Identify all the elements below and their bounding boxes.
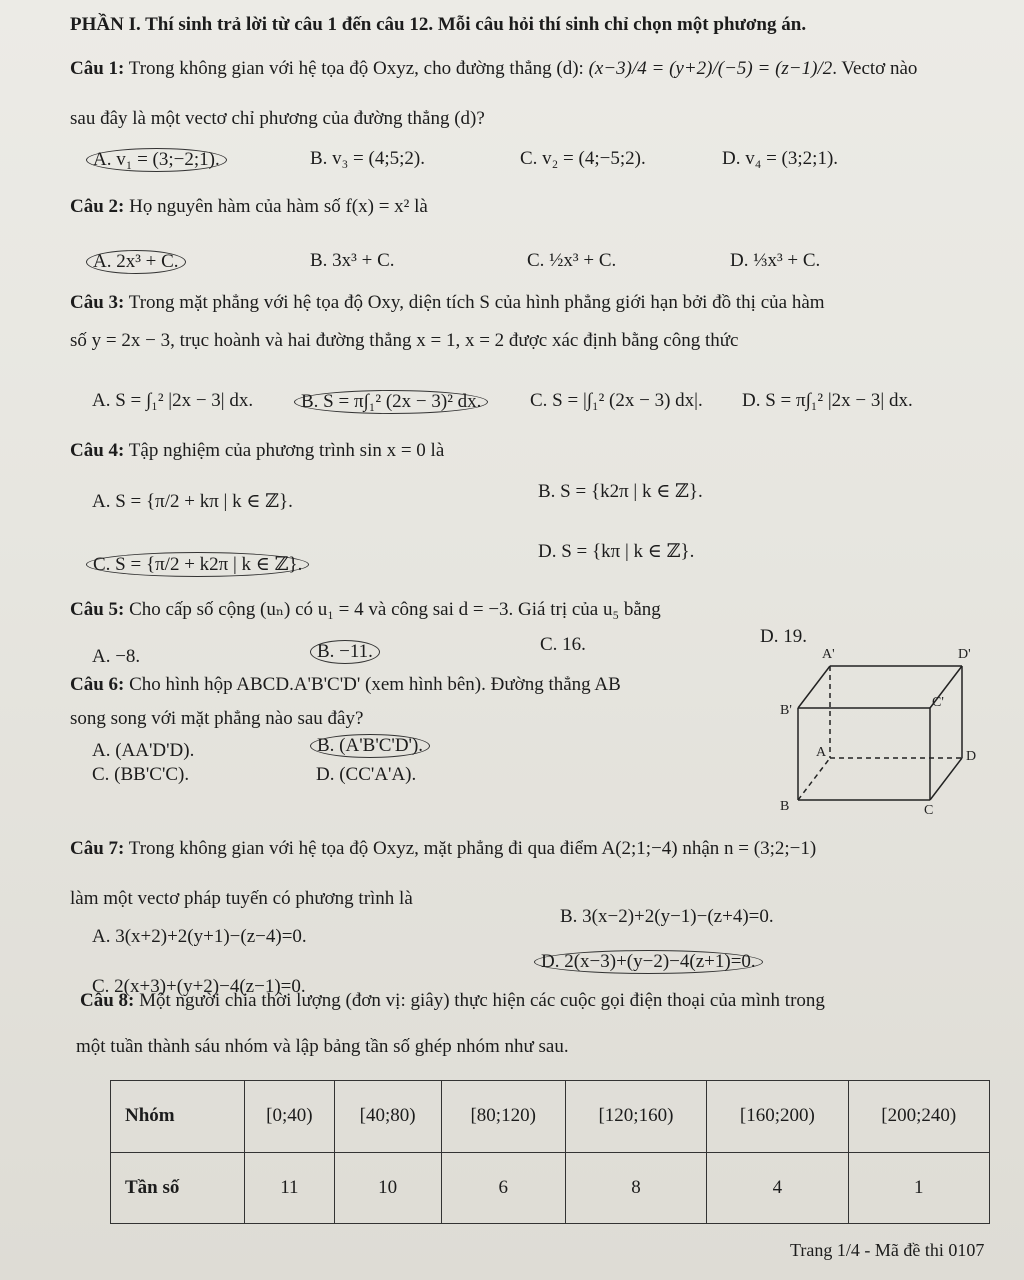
- question-7-label: Câu 7:: [70, 838, 125, 859]
- table-cell-frequency: 8: [565, 1152, 706, 1224]
- question-1-option-c[interactable]: C. v₂ = (4;−5;2).: [520, 148, 646, 169]
- question-7-line-2: làm một vectơ pháp tuyến có phương trình là: [70, 888, 413, 909]
- question-2-option-a[interactable]: A. 2x³ + C.: [92, 250, 186, 274]
- table-cell-frequency: 4: [707, 1152, 848, 1224]
- question-3-line-1: [70, 292, 825, 314]
- question-3-option-a[interactable]: A. S = ∫₁² |2x − 3| dx.: [92, 390, 254, 411]
- question-1-option-b[interactable]: B. v₃ = (4;5;2).: [310, 148, 425, 169]
- question-4-text: Tập nghiệm của phương trình sin x = 0 là: [128, 440, 445, 461]
- vertex-b: B: [780, 799, 790, 814]
- question-6-line-1: [70, 674, 621, 696]
- question-7-option-c[interactable]: C. 2(x+3)+(y+2)−4(z−1)=0.: [92, 976, 306, 997]
- question-2-text: Họ nguyên hàm của hàm số f(x) = x² là: [129, 196, 428, 217]
- section-header: PHẦN I. Thí sinh trả lời từ câu 1 đến câu 12. Mỗi câu hỏi thí sinh chỉ chọn một phương án.: [70, 14, 807, 35]
- question-2-line: [70, 196, 428, 218]
- question-8-line-1: [80, 990, 825, 1012]
- question-2-option-c[interactable]: C. ½x³ + C.: [527, 250, 617, 271]
- table-cell-group: [40;80): [334, 1081, 441, 1153]
- question-2-option-b[interactable]: B. 3x³ + C.: [310, 250, 395, 271]
- table-cell-group: [80;120): [441, 1081, 565, 1153]
- question-4-option-c[interactable]: C. S = {π/2 + k2π | k ∈ ℤ}.: [92, 552, 309, 577]
- question-5-option-c[interactable]: C. 16.: [540, 634, 586, 655]
- question-6-label: Câu 6:: [70, 674, 125, 695]
- question-6-line-2: song song với mặt phẳng nào sau đây?: [70, 708, 364, 729]
- question-5-line: [70, 598, 661, 621]
- question-5-option-a[interactable]: A. −8.: [92, 646, 141, 667]
- question-4-line: [70, 440, 444, 462]
- table-cell-group: [200;240): [848, 1081, 989, 1153]
- question-3-option-d[interactable]: D. S = π∫₁² |2x − 3| dx.: [742, 390, 913, 411]
- table-head-group: Nhóm: [111, 1081, 245, 1153]
- question-7-option-b[interactable]: B. 3(x−2)+2(y−1)−(z+4)=0.: [560, 906, 774, 927]
- question-4-option-d[interactable]: D. S = {kπ | k ∈ ℤ}.: [538, 541, 695, 562]
- question-5-option-d[interactable]: D. 19.: [760, 626, 807, 647]
- question-8-text: Một người chia thời lượng (đơn vị: giây) thực hiện các cuộc gọi điện thoại của mình trong: [139, 990, 825, 1011]
- table-cell-group: [120;160): [565, 1081, 706, 1153]
- vertex-a: A: [816, 745, 827, 760]
- vertex-a-prime: A': [822, 647, 835, 662]
- table-cell-frequency: 1: [848, 1152, 989, 1224]
- question-1-label: Câu 1:: [70, 58, 125, 79]
- question-1-text: Trong không gian với hệ tọa độ Oxyz, cho đường thẳng (d):: [128, 58, 584, 79]
- question-4-option-a[interactable]: A. S = {π/2 + kπ | k ∈ ℤ}.: [92, 491, 293, 512]
- parallelepiped-figure: [770, 640, 980, 815]
- question-3-option-b[interactable]: B. S = π∫₁² (2x − 3)² dx.: [300, 390, 488, 414]
- question-3-text: Trong mặt phẳng với hệ tọa độ Oxy, diện tích S của hình phẳng giới hạn bởi đồ thị của hàm: [128, 292, 825, 313]
- question-6-option-b[interactable]: B. (A'B'C'D').: [316, 734, 430, 758]
- question-1-text-b: . Vectơ nào: [832, 58, 918, 79]
- question-1-line-2: sau đây là một vectơ chỉ phương của đường thẳng (d)?: [70, 108, 485, 129]
- question-5-text: Cho cấp số cộng (uₙ) có u₁ = 4 và công sai d = −3. Giá trị của u₅ bằng: [129, 599, 661, 620]
- table-cell-frequency: 10: [334, 1152, 441, 1224]
- question-5-option-b[interactable]: B. −11.: [316, 640, 380, 664]
- vertex-c: C: [924, 803, 934, 815]
- question-4-option-b[interactable]: B. S = {k2π | k ∈ ℤ}.: [538, 481, 703, 502]
- question-2-label: Câu 2:: [70, 196, 125, 217]
- question-1-equation: (x−3)/4 = (y+2)/(−5) = (z−1)/2: [588, 58, 833, 79]
- vertex-c-prime: C': [932, 695, 944, 710]
- vertex-b-prime: B': [780, 703, 792, 718]
- question-1-option-a[interactable]: A. v₁ = (3;−2;1).: [92, 148, 227, 172]
- question-7-line-1: [70, 838, 816, 860]
- vertex-d: D: [966, 749, 977, 764]
- frequency-table: [110, 1080, 990, 1224]
- table-cell-frequency: 6: [441, 1152, 565, 1224]
- question-6-option-d[interactable]: D. (CC'A'A).: [316, 764, 417, 785]
- question-2-option-d[interactable]: D. ⅓x³ + C.: [730, 250, 821, 271]
- question-7-option-a[interactable]: A. 3(x+2)+2(y+1)−(z−4)=0.: [92, 926, 307, 947]
- table-cell-group: [0;40): [245, 1081, 335, 1153]
- table-row-frequencies: [111, 1152, 990, 1224]
- question-6-text: Cho hình hộp ABCD.A'B'C'D' (xem hình bên). Đường thẳng AB: [129, 674, 621, 695]
- table-cell-group: [160;200): [707, 1081, 848, 1153]
- question-6-option-a[interactable]: A. (AA'D'D).: [92, 740, 195, 761]
- question-3-label: Câu 3:: [70, 292, 125, 313]
- page-footer: Trang 1/4 - Mã đề thi 0107: [790, 1240, 985, 1260]
- table-row-groups: [111, 1081, 990, 1153]
- question-6-option-c[interactable]: C. (BB'C'C).: [92, 764, 190, 785]
- question-8-line-2: một tuần thành sáu nhóm và lập bảng tần số ghép nhóm như sau.: [76, 1036, 569, 1057]
- question-3-option-c[interactable]: C. S = |∫₁² (2x − 3) dx|.: [530, 390, 703, 411]
- table-cell-frequency: 11: [245, 1152, 335, 1224]
- question-5-label: Câu 5:: [70, 599, 125, 620]
- table-head-frequency: Tần số: [111, 1152, 245, 1224]
- question-7-option-d[interactable]: D. 2(x−3)+(y−2)−4(z+1)=0.: [540, 950, 763, 974]
- vertex-d-prime: D': [958, 647, 971, 662]
- question-1-option-d[interactable]: D. v₄ = (3;2;1).: [722, 148, 839, 169]
- question-7-text: Trong không gian với hệ tọa độ Oxyz, mặt phẳng đi qua điểm A(2;1;−4) nhận n = (3;2;−1): [128, 838, 817, 859]
- question-3-line-2: số y = 2x − 3, trục hoành và hai đường thẳng x = 1, x = 2 được xác định bằng công thức: [70, 330, 739, 351]
- question-4-label: Câu 4:: [70, 440, 125, 461]
- question-1-line-1: [70, 58, 917, 80]
- question-8-label: Câu 8:: [80, 990, 135, 1011]
